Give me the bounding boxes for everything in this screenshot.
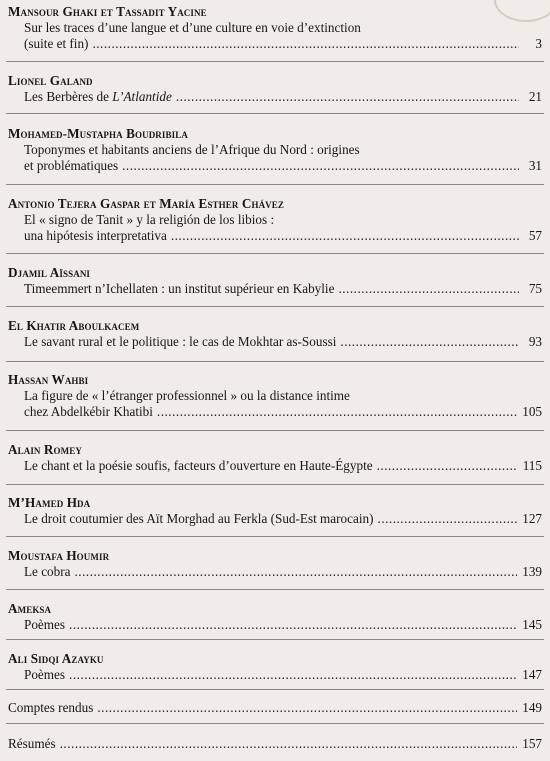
article-title-line: Toponymes et habitants anciens de l’Afrique du Nord : origines (24, 142, 360, 157)
toc-entry-wahbi (8, 372, 542, 420)
toc-entry-houmir (8, 548, 542, 580)
page-number: 105 (522, 404, 542, 419)
toc-entry-resumes (8, 736, 542, 752)
article-title-line: (suite et fin) (24, 36, 89, 51)
page-number: 139 (522, 564, 542, 579)
toc-line (24, 228, 542, 244)
toc-entry-hda (8, 495, 542, 527)
dot-leader (338, 281, 519, 297)
section-divider (6, 536, 544, 537)
page-number: 3 (535, 36, 542, 51)
section-divider (6, 361, 544, 362)
toc-entry-galand (8, 73, 542, 105)
author-name: Djamil Aïssani (8, 265, 91, 280)
dot-leader (92, 36, 519, 52)
toc-line (24, 36, 542, 52)
dot-leader (171, 228, 519, 244)
article-title-line: Le cobra (24, 564, 71, 579)
section-divider (6, 430, 544, 431)
dot-leader (122, 158, 519, 174)
author-name: Antonio Tejera Gaspar et María Esther Chávez (8, 196, 284, 211)
page-number: 149 (522, 700, 542, 715)
toc-line (8, 736, 542, 752)
section-divider (6, 184, 544, 185)
article-title-line: una hipótesis interpretativa (24, 228, 167, 243)
toc-line (24, 89, 542, 105)
dot-leader (60, 736, 518, 752)
toc-entry-aissani (8, 265, 542, 297)
author-name: Moustafa Houmir (8, 548, 110, 563)
section-divider (6, 113, 544, 114)
toc-line (8, 700, 542, 716)
author-name: El Khatir Aboulkacem (8, 318, 140, 333)
dot-leader (340, 334, 519, 350)
dot-leader (97, 700, 517, 716)
article-title-line: Poèmes (24, 667, 66, 682)
page-number: 127 (522, 511, 542, 526)
author-name: Ameksa (8, 601, 52, 616)
author-name: Hassan Wahbi (8, 372, 89, 387)
page-number: 115 (522, 458, 542, 473)
article-title-line: chez Abdelkébir Khatibi (24, 404, 153, 419)
toc-line (24, 158, 542, 174)
section-divider (6, 253, 544, 254)
toc-line (24, 334, 542, 350)
section-divider (6, 306, 544, 307)
dot-leader (157, 404, 517, 420)
section-divider (6, 589, 544, 590)
toc-line (24, 404, 542, 420)
article-title-line: Timeemmert n’Ichellaten : un institut supérieur en Kabylie (24, 281, 335, 296)
section-divider (6, 639, 544, 640)
page-number: 93 (528, 334, 542, 349)
dot-leader (176, 89, 519, 105)
article-title-line: El « signo de Tanit » y la religión de los libios : (24, 212, 275, 227)
article-title-line: et problématiques (24, 158, 119, 173)
toc-entry-aboulkacem (8, 318, 542, 350)
toc-entry-boudribila (8, 126, 542, 174)
author-name: M’Hamed Hda (8, 495, 91, 510)
author-name: Mohamed-Mustapha Boudribila (8, 126, 188, 141)
section-divider (6, 723, 544, 724)
article-title-line: Sur les traces d’une langue et d’une culture en voie d’extinction (24, 20, 361, 35)
toc-entry-azayku (8, 651, 542, 683)
article-title-line: La figure de « l’étranger professionnel » ou la distance intime (24, 388, 350, 403)
toc-line (24, 458, 542, 474)
toc-entry-romey (8, 442, 542, 474)
page-number: 57 (528, 228, 542, 243)
toc-entry-tejera-chavez (8, 196, 542, 244)
toc-line (24, 564, 542, 580)
section-divider (6, 689, 544, 690)
toc-entry-comptes-rendus (8, 700, 542, 716)
section-title: Comptes rendus (8, 700, 94, 715)
article-title-line: Le savant rural et le politique : le cas de Mokhtar as-Soussi (24, 334, 337, 349)
author-name: Mansour Ghaki et Tassadit Yacine (8, 4, 207, 19)
title-prefix: Les Berbères de (24, 89, 113, 104)
page-number: 21 (528, 89, 542, 104)
dot-leader (69, 617, 517, 633)
dot-leader (378, 511, 518, 527)
section-divider (6, 61, 544, 62)
article-title-line: Le droit coutumier des Aït Morghad au Ferkla (Sud-Est marocain) (24, 511, 374, 526)
article-title-line (24, 89, 172, 105)
page-number: 147 (522, 667, 542, 682)
toc-entry-ghaki-yacine (8, 4, 542, 52)
article-title-line: Le chant et la poésie soufis, facteurs d’ouverture en Haute-Égypte (24, 458, 373, 473)
page-number: 31 (528, 158, 542, 173)
toc-line (24, 511, 542, 527)
author-name: Ali Sidqi Azayku (8, 651, 104, 666)
page-number: 145 (522, 617, 542, 632)
dot-leader (377, 458, 518, 474)
author-name: Lionel Galand (8, 73, 93, 88)
dot-leader (75, 564, 518, 580)
toc-line (24, 281, 542, 297)
section-divider (6, 484, 544, 485)
toc-line (24, 617, 542, 633)
dot-leader (69, 667, 517, 683)
title-italic-part: L’Atlantide (112, 89, 172, 104)
page-number: 75 (528, 281, 542, 296)
section-title: Résumés (8, 736, 56, 751)
toc-line (24, 667, 542, 683)
page-number: 157 (522, 736, 542, 751)
author-name: Alain Romey (8, 442, 82, 457)
article-title-line: Poèmes (24, 617, 66, 632)
toc-entry-ameksa (8, 601, 542, 633)
